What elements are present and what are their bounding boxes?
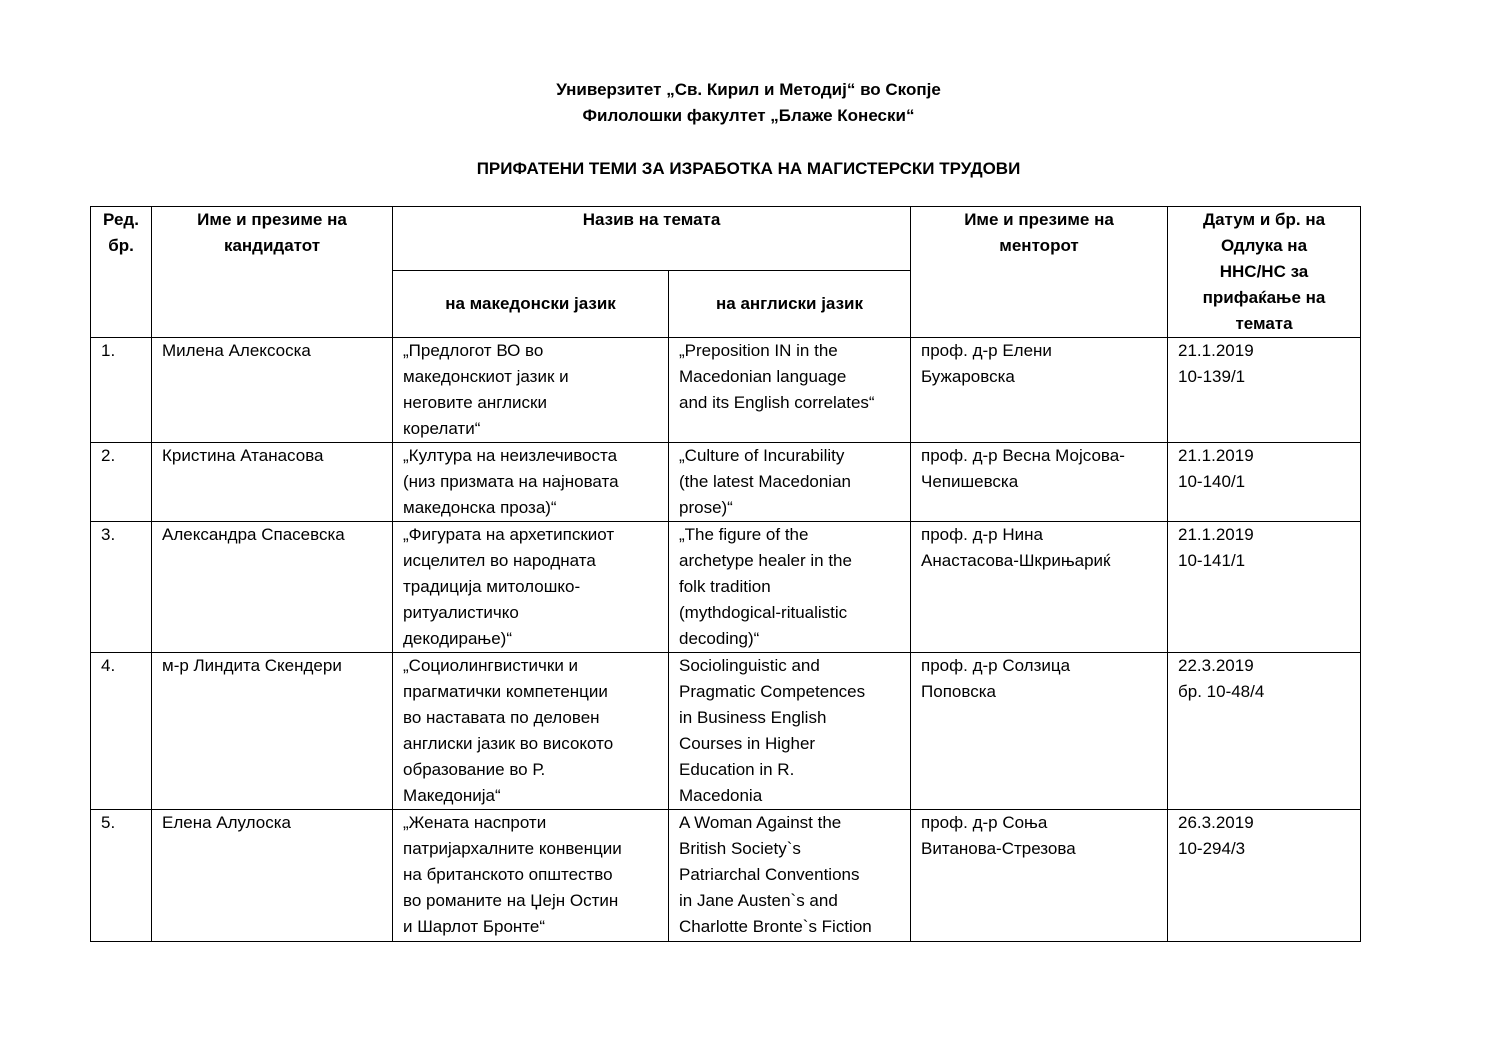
topics-table — [90, 206, 1361, 942]
cell-mentor: проф. д-р Нина Анастасова-Шкрињариќ — [911, 522, 1168, 653]
cell-no: 1. — [91, 338, 152, 443]
cell-topic-mk: „Социолингвистички и прагматички компетенции во наставата по деловен англиски јазик во високото образование во Р. Македонија“ — [393, 653, 669, 810]
cell-no: 5. — [91, 810, 152, 942]
col-header-mentor: Име и презиме на менторот — [911, 207, 1168, 338]
cell-candidate: Александра Спасевска — [152, 522, 393, 653]
cell-decision: 21.1.2019 10-140/1 — [1168, 443, 1361, 522]
col-header-decision: Датум и бр. на Одлука на ННС/НС за прифаќање на темата — [1168, 207, 1361, 338]
cell-topic-en: A Woman Against the British Society`s Patriarchal Conventions in Jane Austen`s and Charlotte Bronte`s Fiction — [669, 810, 911, 942]
cell-candidate: Милена Алексоска — [152, 338, 393, 443]
cell-no: 4. — [91, 653, 152, 810]
cell-topic-mk: „Фигурата на архетипскиот исцелител во народната традиција митолошко- ритуалистичко декодирање)“ — [393, 522, 669, 653]
cell-decision: 22.3.2019 бр. 10-48/4 — [1168, 653, 1361, 810]
col-header-no: Ред. бр. — [91, 207, 152, 338]
cell-candidate: Елена Алулоска — [152, 810, 393, 942]
col-header-topic-mk: на македонски јазик — [393, 271, 669, 338]
cell-mentor: проф. д-р Весна Мојсова- Чепишевска — [911, 443, 1168, 522]
cell-topic-en: „Preposition IN in the Macedonian language and its English correlates“ — [669, 338, 911, 443]
cell-candidate: м-р Линдита Скендери — [152, 653, 393, 810]
cell-topic-mk: „Култура на неизлечивоста (низ призмата на најновата македонска проза)“ — [393, 443, 669, 522]
document-title: ПРИФАТЕНИ ТЕМИ ЗА ИЗРАБОТКА НА МАГИСТЕРСКИ ТРУДОВИ — [476, 159, 1021, 178]
cell-topic-mk: „Предлогот ВО во македонскиот јазик и неговите англиски корелати“ — [393, 338, 669, 443]
cell-decision: 21.1.2019 10-141/1 — [1168, 522, 1361, 653]
col-header-candidate: Име и презиме на кандидатот — [152, 207, 393, 338]
cell-decision: 26.3.2019 10-294/3 — [1168, 810, 1361, 942]
cell-no: 2. — [91, 443, 152, 522]
table-row — [91, 810, 1361, 942]
cell-no: 3. — [91, 522, 152, 653]
table-row — [91, 653, 1361, 810]
cell-mentor: проф. д-р Соња Витанова-Стрезова — [911, 810, 1168, 942]
col-header-topic: Назив на темата — [393, 207, 911, 271]
university-name: Универзитет „Св. Кирил и Методиј“ во Скопје — [556, 80, 941, 99]
cell-decision: 21.1.2019 10-139/1 — [1168, 338, 1361, 443]
cell-candidate: Кристина Атанасова — [152, 443, 393, 522]
cell-mentor: проф. д-р Елени Бужаровска — [911, 338, 1168, 443]
cell-topic-mk: „Жената наспроти патријархалните конвенции на британското општество во романите на Џејн Остин и Шарлот Бронте“ — [393, 810, 669, 942]
table-row — [91, 443, 1361, 522]
table-row — [91, 338, 1361, 443]
cell-topic-en: „Culture of Incurability (the latest Macedonian prose)“ — [669, 443, 911, 522]
faculty-name: Филолошки факултет „Блаже Конески“ — [582, 106, 915, 125]
cell-mentor: проф. д-р Солзица Поповска — [911, 653, 1168, 810]
cell-topic-en: Sociolinguistic and Pragmatic Competences in Business English Courses in Higher Education in R. Macedonia — [669, 653, 911, 810]
col-header-topic-en: на англиски јазик — [669, 271, 911, 338]
cell-topic-en: „The figure of the archetype healer in the folk tradition (mythdogical-ritualistic decoding)“ — [669, 522, 911, 653]
table-header-row — [91, 207, 1361, 271]
table-row — [91, 522, 1361, 653]
